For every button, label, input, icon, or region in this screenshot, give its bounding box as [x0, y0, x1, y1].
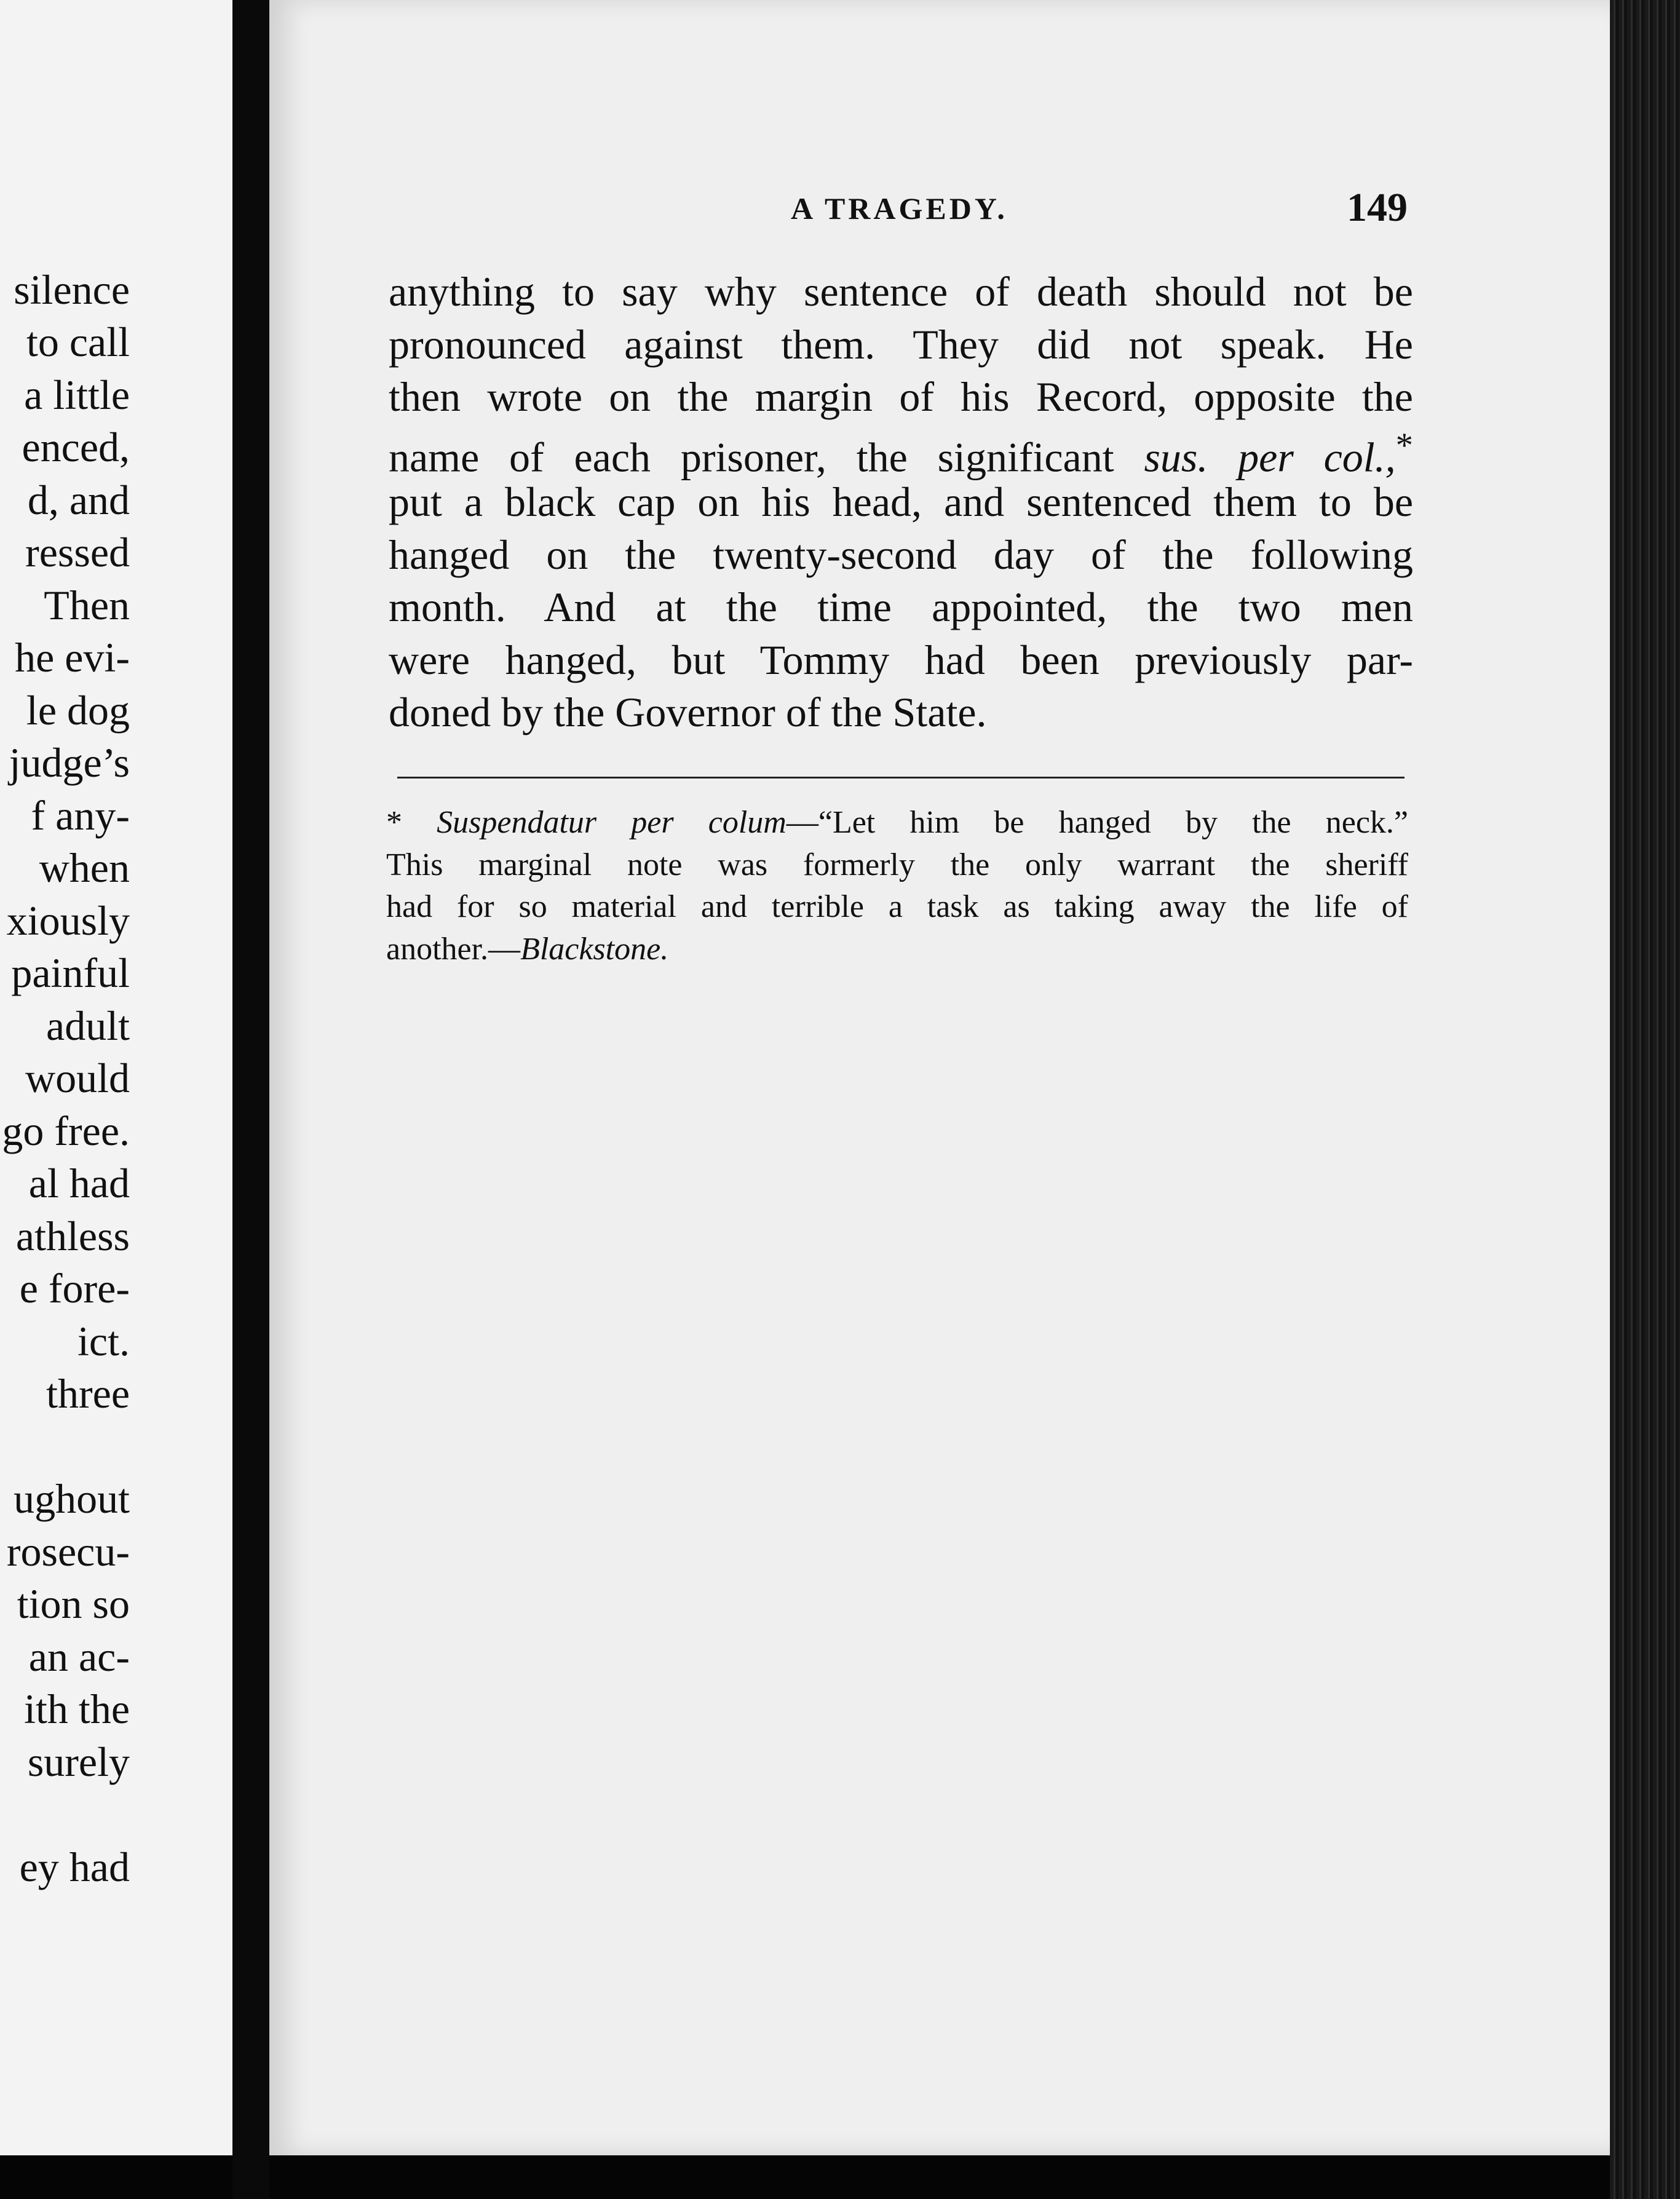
- left-page-line: ey had: [19, 1844, 130, 1890]
- left-page-line: ith the: [24, 1686, 130, 1732]
- left-page-line: d, and: [27, 477, 130, 523]
- left-page-line: ressed: [25, 529, 130, 576]
- footnote-reference: *: [1395, 427, 1413, 465]
- left-page-line: adult: [46, 1002, 130, 1049]
- left-page-line: le dog: [26, 687, 130, 734]
- left-page-line: e fore-: [19, 1265, 130, 1312]
- italic-abbreviation: sus. per col.,: [1144, 434, 1396, 481]
- footnote-translation: —“Let him be hanged by the neck.”: [786, 805, 1409, 840]
- left-page-line: a little: [24, 371, 130, 418]
- body-line: pronounced against them. They did not speak. He: [389, 321, 1413, 368]
- body-line: month. And at the time appointed, the two men: [389, 584, 1413, 630]
- left-page-line: he evi-: [15, 634, 130, 681]
- running-head: A TRAGEDY.: [791, 191, 1008, 226]
- left-page-line: surely: [27, 1738, 130, 1785]
- left-page-line: silence: [14, 266, 130, 313]
- book-gutter: [232, 0, 269, 2199]
- body-line: anything to say why sentence of death should not be: [389, 268, 1413, 315]
- footnote-latin-term: Suspendatur per colum: [437, 805, 787, 840]
- left-page-line: judge’s: [9, 739, 130, 786]
- footnote-line: had for so material and terrible a task as taking away the life of: [386, 889, 1408, 924]
- footnote-rule: [397, 777, 1405, 779]
- left-page-line: f any-: [31, 792, 130, 839]
- footnote-source: Blackstone.: [520, 932, 669, 967]
- left-page-line: athless: [15, 1213, 130, 1259]
- body-line: then wrote on the margin of his Record, opposite the: [389, 373, 1413, 420]
- footnote-line: This marginal note was formerly the only warrant the sheriff: [386, 847, 1408, 882]
- footnote-mark: *: [386, 805, 402, 840]
- left-page-line: ughout: [14, 1475, 130, 1522]
- left-page-line: rosecu-: [6, 1528, 130, 1575]
- body-line: hanged on the twenty-second day of the following: [389, 531, 1413, 578]
- left-page-line: to call: [26, 319, 130, 365]
- left-page-line: go free.: [2, 1107, 130, 1154]
- left-page-line: an ac-: [28, 1633, 130, 1680]
- left-page-line: three: [46, 1370, 130, 1417]
- left-page-line: ict.: [77, 1318, 130, 1365]
- footnote-line: [386, 933, 668, 965]
- left-page-line: tion so: [17, 1580, 130, 1627]
- left-page-line: Then: [44, 582, 130, 628]
- left-page-line: would: [25, 1055, 130, 1101]
- left-facing-page: [0, 0, 232, 2155]
- left-page-line: xiously: [6, 897, 130, 944]
- left-page-line: painful: [11, 949, 130, 996]
- footnote-text: another.—: [386, 932, 521, 967]
- page-number: 149: [1347, 185, 1408, 230]
- footnote-line: [386, 807, 1408, 839]
- left-page-line: enced,: [22, 424, 130, 470]
- left-page-line: when: [39, 844, 130, 891]
- body-line: doned by the Governor of the State.: [389, 689, 987, 735]
- page-edges: [1610, 0, 1680, 2199]
- body-line: were hanged, but Tommy had been previously par-: [389, 636, 1413, 683]
- body-line: put a black cap on his head, and sentenced them to be: [389, 478, 1413, 525]
- body-line-with-italic: [389, 427, 1413, 481]
- body-line-text: name of each prisoner, the significant: [389, 434, 1114, 481]
- left-page-line: al had: [28, 1160, 130, 1206]
